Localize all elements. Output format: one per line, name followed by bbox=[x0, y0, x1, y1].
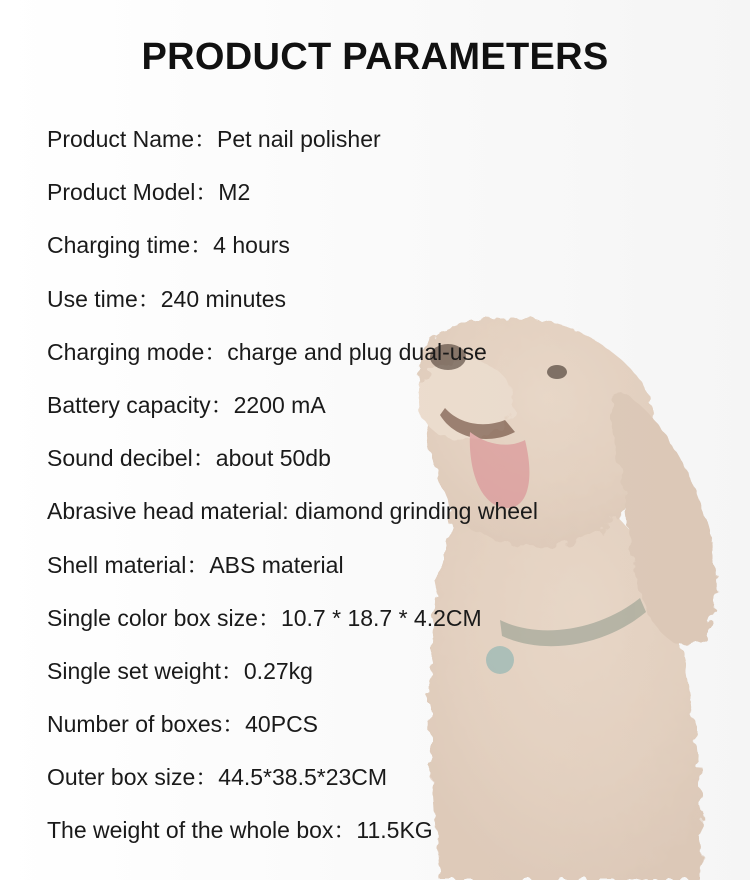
page-title: PRODUCT PARAMETERS bbox=[141, 36, 609, 78]
param-number-of-boxes: Number of boxes：40PCS bbox=[47, 711, 319, 738]
param-abrasive-head-material: Abrasive head material: diamond grinding wheel bbox=[47, 498, 538, 525]
param-set-weight: Single set weight：0.27kg bbox=[47, 657, 313, 684]
param-sound-decibel: Sound decibel：about 50db bbox=[47, 445, 331, 472]
param-color-box-size: Single color box size：10.7 * 18.7 * 4.2CM bbox=[47, 604, 482, 631]
parameter-list bbox=[47, 118, 727, 863]
param-battery-capacity: Battery capacity：2200 mA bbox=[47, 391, 326, 418]
param-charging-time: Charging time：4 hours bbox=[47, 232, 290, 259]
param-whole-box-weight: The weight of the whole box：11.5KG bbox=[47, 817, 433, 844]
param-product-name: Product Name：Pet nail polisher bbox=[47, 126, 381, 152]
param-shell-material: Shell material：ABS material bbox=[47, 551, 344, 578]
param-product-model: Product Model：M2 bbox=[47, 179, 251, 206]
param-use-time: Use time：240 minutes bbox=[47, 285, 287, 312]
param-outer-box-size: Outer box size：44.5*38.5*23CM bbox=[47, 764, 388, 791]
param-charging-mode: Charging mode：charge and plug dual-use bbox=[47, 338, 487, 365]
